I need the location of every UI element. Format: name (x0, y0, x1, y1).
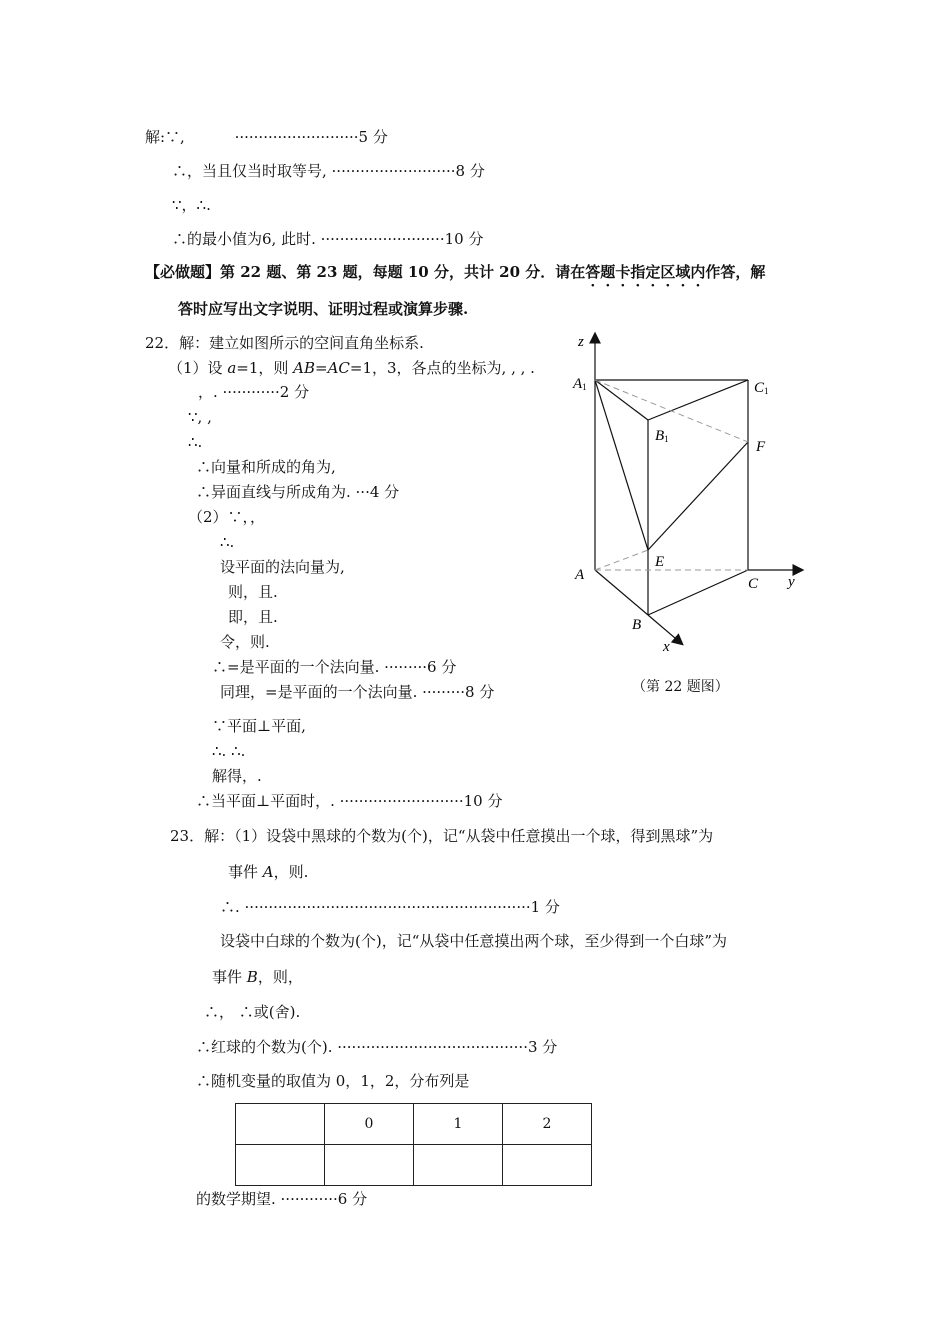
problem-22-vectors: ∵, , (188, 408, 212, 426)
required-heading-part2: 作答，解 (705, 263, 766, 281)
problem-23-therefore: ∴. ····························································1 分 (220, 898, 560, 916)
label-b1: B1 (655, 428, 669, 444)
problem-22-coordinates: ，. ············2 分 (198, 383, 310, 401)
table-cell (503, 1145, 592, 1186)
line-because-therefore: ∵，∴. (172, 196, 211, 214)
line-solution-start: 解:∵, ··························5 分 (145, 128, 388, 146)
problem-22-solve: 解得，. (212, 767, 262, 785)
problem-23-event-a: 事件 A，则. (228, 863, 309, 881)
problem-22-perpendicular: ∵平面⊥平面, (212, 717, 306, 735)
table-row (236, 1104, 592, 1145)
segment-ae-hidden (595, 550, 648, 570)
table-cell: 2 (503, 1104, 592, 1145)
problem-23-event-b: 事件 B，则， (212, 968, 303, 986)
edge-b1c1 (648, 380, 748, 420)
table-row (236, 1145, 592, 1186)
problem-22-let: 令，则. (220, 633, 270, 651)
label-y: y (788, 574, 795, 590)
edge-ab (595, 570, 648, 615)
required-section-heading (145, 262, 765, 282)
emphasis-dotted-text: 答题卡指定区域内 (585, 263, 706, 281)
figure-prism (560, 320, 820, 660)
label-c1: C1 (754, 380, 769, 396)
problem-22-condition: 则，且. (228, 583, 278, 601)
problem-22-condition2: 即，且. (228, 608, 278, 626)
table-cell (236, 1104, 325, 1145)
problem-22-part2-therefore: ∴. (220, 533, 235, 551)
problem-22-part1-setup: （1）设 a=1，则 AB=AC=1，3，各点的坐标为, , , . (168, 359, 535, 377)
problem-22-therefore2: ∴. ∴. (212, 742, 246, 760)
required-section-heading-line2: 答时应写出文字说明、证明过程或演算步骤. (178, 300, 469, 318)
table-cell (325, 1145, 414, 1186)
problem-22-normal-result: ∴=是平面的一个法向量. ·········6 分 (212, 658, 457, 676)
problem-23-intro: 23．解：（1）设袋中黑球的个数为(个)，记“从袋中任意摸出一个球，得到黑球”为 (170, 827, 714, 845)
segment-ef (648, 442, 748, 550)
problem-22-angle: ∴向量和所成的角为, (196, 458, 336, 476)
edge-bc (648, 570, 748, 615)
table-cell (414, 1145, 503, 1186)
problem-22-similarly: 同理，=是平面的一个法向量. ·········8 分 (220, 683, 495, 701)
label-f: F (756, 439, 766, 455)
problem-22-skew-angle: ∴异面直线与所成角为. ···4 分 (196, 483, 400, 501)
required-heading-part1: 【必做题】第 22 题、第 23 题，每题 10 分，共计 20 分．请在 (145, 263, 586, 281)
problem-23-white-balls: 设袋中白球的个数为(个)，记“从袋中任意摸出两个球，至少得到一个白球”为 (220, 932, 728, 950)
problem-22-part2: （2）∵，， (188, 508, 266, 526)
segment-a1e (595, 380, 648, 550)
problem-23-expectation: 的数学期望. ············6 分 (196, 1190, 368, 1208)
table-cell: 1 (414, 1104, 503, 1145)
edge-a1b1 (595, 380, 648, 420)
line-min-value: ∴的最小值为6, 此时. ··························10 分 (172, 230, 484, 248)
label-b: B (632, 617, 642, 633)
distribution-table (235, 1103, 592, 1186)
problem-22-conclusion: ∴当平面⊥平面时，. ··························10 分 (196, 792, 503, 810)
label-z: z (578, 334, 584, 350)
table-cell: 0 (325, 1104, 414, 1145)
table-cell (236, 1145, 325, 1186)
problem-23-red-balls: ∴红球的个数为(个). ········································3 分 (196, 1038, 558, 1056)
label-a1: A1 (573, 376, 587, 392)
problem-23-distribution: ∴随机变量的取值为 0，1，2，分布列是 (196, 1072, 470, 1090)
problem-22-therefore: ∴. (188, 433, 203, 451)
problem-22-intro: 22．解：建立如图所示的空间直角坐标系. (145, 334, 424, 352)
problem-23-solve: ∴， ∴或(舍). (204, 1003, 301, 1021)
label-a: A (575, 567, 585, 583)
figure-caption: （第 22 题图） (632, 679, 729, 695)
problem-22-normal-vector: 设平面的法向量为, (220, 558, 345, 576)
label-x: x (663, 639, 670, 655)
label-e: E (655, 554, 665, 570)
label-c: C (748, 576, 759, 592)
line-equality-condition: ∴，当且仅当时取等号, ··························8 分 (172, 162, 485, 180)
